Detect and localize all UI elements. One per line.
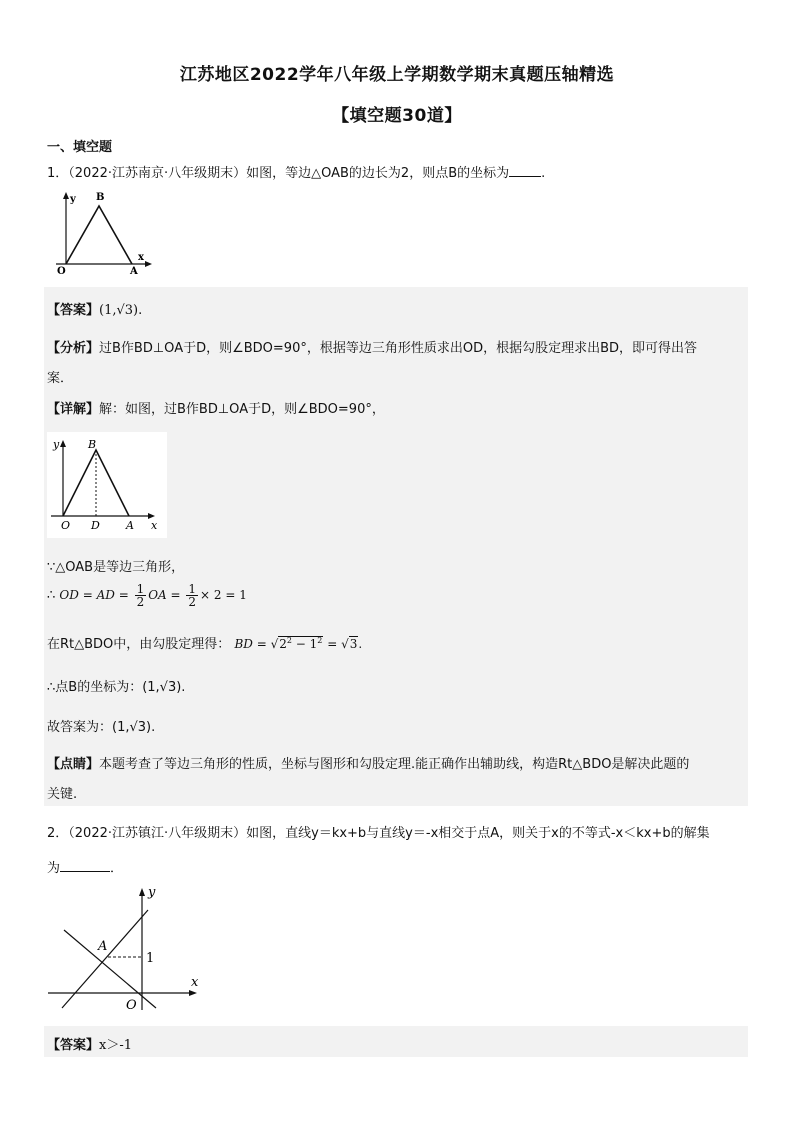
comment-row-1	[47, 753, 689, 772]
comment-tag: 【点睛】	[47, 757, 100, 772]
fig2-label-o: O	[61, 519, 71, 532]
answer-tag: 【答案】	[47, 303, 100, 318]
x-axis-arrow	[145, 261, 152, 267]
step-3-math: BD = $√2^2 - 1^2 = √3$.	[234, 636, 363, 651]
step-2	[47, 583, 247, 608]
y-axis-arrow	[139, 888, 145, 896]
detail-row	[47, 398, 385, 417]
fig2-label-y: y	[53, 438, 60, 451]
figure-equilateral-triangle	[52, 188, 156, 276]
answer-row-1	[47, 299, 142, 318]
y-axis-arrow	[63, 192, 69, 199]
triangle-oab	[66, 206, 132, 264]
answer-blank	[509, 164, 541, 177]
detail-tag: 【详解】	[47, 402, 100, 417]
fig2-label-x: x	[151, 519, 158, 532]
analysis-tag: 【分析】	[47, 341, 100, 356]
therefore-sign: ∴	[47, 588, 56, 603]
question-2-line-1: 2．（2022·江苏镇江·八年级期末）如图，直线y＝kx+b与直线y＝-x相交于点A，则关于x的不等式-x＜kx+b的解集	[47, 826, 710, 841]
step-2-math: OD = AD = $\frac{1}{2}$ OA = $\frac{1}{2}$ × 2 = 1	[59, 582, 247, 609]
question-2-end: ．	[110, 861, 124, 876]
fig1-label-x: x	[138, 252, 144, 263]
question-1-text: 1．（2022·江苏南京·八年级期末）如图，等边△OAB的边长为2，则点B的坐标为	[47, 166, 510, 181]
answer-value: (1,√3).	[99, 303, 143, 318]
step-5: 故答案为：(1,√3).	[47, 720, 156, 735]
answer-tag: 【答案】	[47, 1038, 100, 1053]
figure-triangle-with-altitude	[47, 432, 167, 538]
step-1: ∵△OAB是等边三角形，	[47, 560, 185, 575]
answer-blank	[60, 859, 110, 872]
fig3-label-y: y	[148, 885, 156, 900]
analysis-row-1	[47, 337, 697, 356]
question-2-line-2	[47, 857, 123, 876]
fig3-label-one: 1	[146, 951, 155, 966]
fig3-label-a: A	[98, 939, 108, 954]
fig1-label-y: y	[70, 194, 76, 205]
page-title: 江苏地区2022学年八年级上学期数学期末真题压轴精选	[179, 65, 615, 85]
fig1-label-a: A	[130, 266, 138, 276]
fig3-label-o: O	[126, 998, 137, 1013]
question-2-text: 为	[47, 861, 61, 876]
answer-value: x＞-1	[99, 1038, 133, 1053]
analysis-row-2: 案．	[47, 371, 74, 386]
x-axis-arrow	[189, 990, 197, 996]
step-3	[47, 633, 362, 652]
figure-intersecting-lines	[44, 880, 209, 1015]
step-4: ∴点B的坐标为：(1,√3).	[47, 680, 186, 695]
fig2-label-a: A	[126, 519, 134, 532]
question-1	[47, 162, 545, 181]
analysis-text: 过B作BD⊥OA于D，则∠BDO=90°，根据等边三角形性质求出OD，根据勾股定理求出BD，即可得出答	[99, 341, 698, 356]
question-1-end: .	[541, 166, 546, 181]
detail-text: 解：如图，过B作BD⊥OA于D，则∠BDO=90°，	[99, 402, 385, 417]
fig1-label-o: O	[57, 266, 66, 276]
comment-text: 本题考查了等边三角形的性质，坐标与图形和勾股定理.能正确作出辅助线，构造Rt△BDO是解决此题的	[99, 757, 690, 772]
answer-row-2	[47, 1034, 132, 1053]
fig3-label-x: x	[191, 975, 199, 990]
fig2-label-d: D	[91, 519, 100, 532]
fig1-label-b: B	[96, 192, 105, 203]
section-title: 一、填空题	[47, 140, 113, 155]
step-3-text: 在Rt△BDO中，由勾股定理得：	[47, 637, 231, 652]
page-subtitle: 【填空题30道】	[332, 106, 462, 126]
comment-row-2: 关键.	[47, 787, 78, 802]
fig2-label-b: B	[88, 438, 97, 451]
solution-block-2	[44, 1026, 748, 1057]
